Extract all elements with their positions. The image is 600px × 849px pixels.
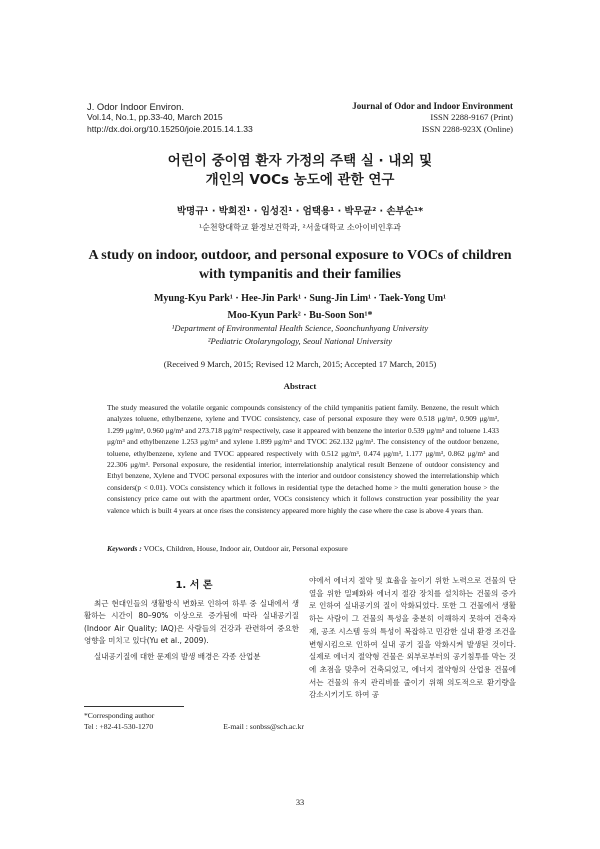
korean-title-line2: 개인의 VOCs 농도에 관한 연구 — [205, 172, 395, 188]
journal-full-name: Journal of Odor and Indoor Environment — [352, 101, 513, 111]
abstract-heading: Abstract — [283, 381, 317, 391]
english-title — [60, 246, 540, 284]
intro-paragraph-2: 실내공기질에 대한 문제의 발생 배경은 각종 산업분 — [94, 651, 261, 661]
english-title-line2: with tympanitis and their families — [199, 267, 401, 282]
english-authors-line1: Myung-Kyu Park¹ · Hee-Jin Park¹ · Sung-Jin Lim¹ · Taek-Yong Um¹ — [153, 293, 447, 304]
english-affiliation-1: ¹Department of Environmental Health Science, Soonchunhyang University — [171, 323, 429, 333]
footnote-divider — [84, 706, 184, 707]
body-left-column — [84, 598, 299, 663]
journal-short-name: J. Odor Indoor Environ. — [87, 101, 184, 112]
doi-link[interactable]: http://dx.doi.org/10.15250/joie.2015.14.1.33 — [87, 123, 253, 134]
telephone: Tel : +82-41-530-1270 — [84, 721, 154, 731]
intro-paragraph-continued: 야에서 에너지 절약 및 효율을 높이기 위한 노력으로 건물의 단열을 위한 밀폐화와 에너지 절감 장치를 설치하는 건물의 증가로 인하여 실내공기의 질이 악화되었다. 또한 그 건물에서 생활하는 사람이 그 건물의 특성을 충분히 이해하지 못하여 건축자재, 공조 시스템 등의 특성이 복잡하고 민감한 실내 환경 조건을 변형시킴으로 인하여 실내 공기 질을 악화시켜 발생된 것이다. 실제로 에너지 절약형 건물은 외부로부터의 공기침투를 막는 것에 초점을 맞추어 건축되었고, 에너지 절약형의 산업용 건물에서는 건물의 유지 관리비를 줄이기 위해 의도적으로 환기량을 감소시키기도 하여 공 — [309, 576, 516, 700]
keywords — [107, 544, 499, 553]
english-affiliation-2: ²Pediatric Otolaryngology, Seoul National University — [207, 335, 393, 346]
keywords-label: Keywords : — [107, 544, 142, 553]
volume-info: Vol.14, No.1, pp.33-40, March 2015 — [87, 112, 223, 123]
journal-header-right — [352, 101, 513, 135]
keywords-list: VOCs, Children, House, Indoor air, Outdoor air, Personal exposure — [143, 544, 348, 553]
korean-authors: 박명규¹ · 박희진¹ · 임성진¹ · 엄택용¹ · 박무균² · 손부순¹* — [176, 206, 424, 217]
issn-print: ISSN 2288-9167 (Print) — [430, 112, 513, 123]
received-dates: (Received 9 March, 2015; Revised 12 March, 2015; Accepted 17 March, 2015) — [163, 359, 437, 369]
english-authors — [60, 290, 540, 324]
footnote — [84, 711, 304, 732]
section-heading-introduction: 1. 서 론 — [175, 580, 213, 591]
intro-paragraph-1: 최근 현대인들의 생활방식 변화로 인하여 하루 중 실내에서 생활하는 시간이 80–90% 이상으로 증가됨에 따라 실내공기질(Indoor Air Quality; IAQ)은 사람들의 건강과 관련하여 중요한 영향을 미치고 있다(Yu et al., 2009). — [84, 599, 299, 646]
english-authors-line2: Moo-Kyun Park² · Bu-Soon Son¹* — [227, 310, 373, 321]
email-address[interactable]: E-mail : sonbss@sch.ac.kr — [223, 721, 304, 731]
corresponding-author-label: *Corresponding author — [84, 711, 155, 720]
english-affiliations — [60, 322, 540, 347]
abstract-text: The study measured the volatile organic compounds consistency of the child tympanitis patient family. Benzene, the result which analyzes toluene, ethylbenzene, xylene and TVOC consistency, case of personal exposure they were 0.518 μg/m³, 0.909 μg/m³, 1.299 μg/m³, 0.960 μg/m³ and 273.718 μg/m³ respectively, case it appeared with benzene the interior 0.539 μg/m³ and toluene 1.433 μg/m³ and ethylbenzene 1.253 μg/m³ and xylene 1.899 μg/m³ and TVOC 262.132 μg/m³. The consistency of the outdoor benzene, toluene, ethylbenzene, xylene and TVOC appeared respectively with 0.512 μg/m³, 0.474 μg/m³, 1.177 μg/m³, 0.862 μg/m³ and 22.306 μg/m³. Personal exposure, the residential interior, interrelationship analytical result Benzene of outdoor consistency and Ethyl benzene, Xylene and TVOC personal exposures with the interior and outdoor consistency showed the interrelationship which considers(p < 0.01). VOCs consistency which it follows in residential type the detached home > the multi generation house > the consistency price came out with the apartment order, VOCs consistency which it follows construction year possibility the year valence which is built 4 years at once rises the consistency appeared more highly the case where the case is above 4 years than. — [107, 403, 499, 515]
korean-title-line1: 어린이 중이염 환자 가정의 주택 실 · 내외 및 — [167, 153, 433, 169]
korean-affiliations: ¹순천향대학교 환경보건학과, ²서울대학교 소아이비인후과 — [198, 223, 402, 232]
body-right-column — [309, 575, 516, 702]
page-number: 33 — [295, 798, 305, 807]
korean-title — [0, 152, 600, 190]
english-title-line1: A study on indoor, outdoor, and personal exposure to VOCs of children — [88, 248, 512, 263]
issn-online: ISSN 2288-923X (Online) — [421, 123, 513, 134]
journal-header-left — [87, 101, 253, 135]
